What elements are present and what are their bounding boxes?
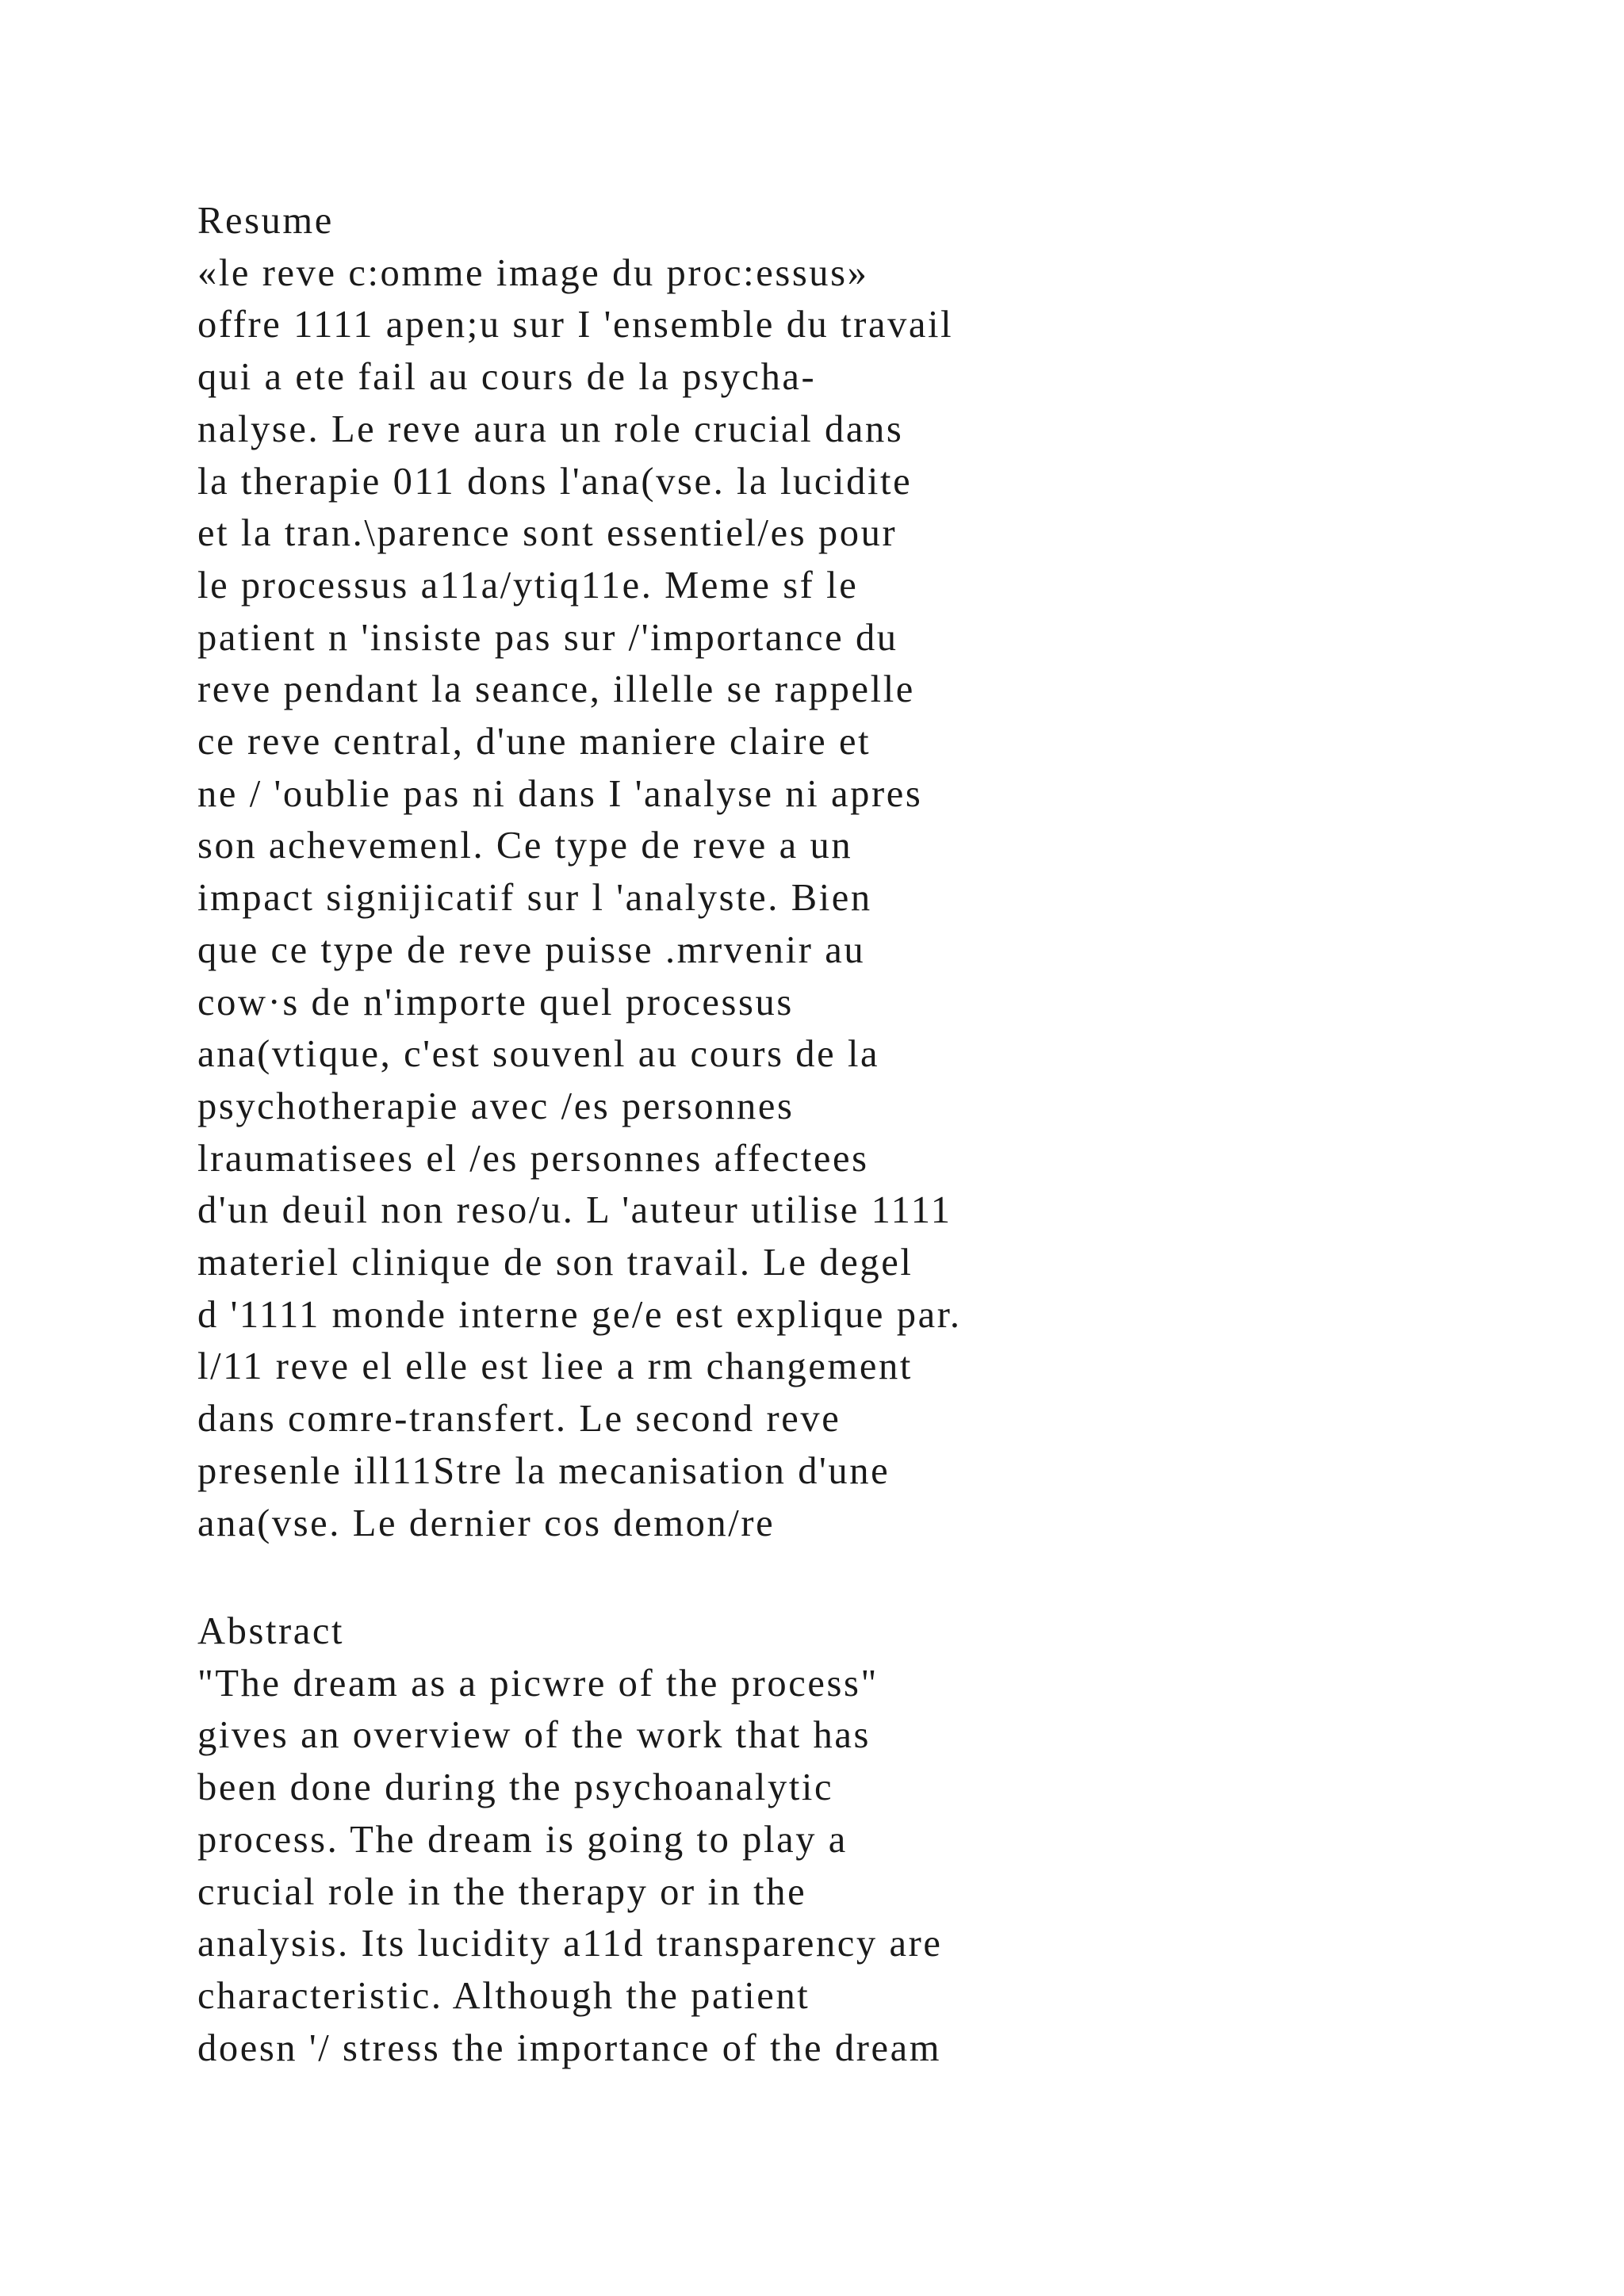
resume-line: son achevemenl. Ce type de reve a un <box>197 825 853 867</box>
resume-line: que ce type de reve puisse .mrvenir au <box>197 928 866 971</box>
resume-line: impact signijicatif sur l 'analyste. Bien <box>197 877 872 920</box>
resume-heading: Resume <box>197 200 334 242</box>
resume-line: presenle ill11Stre la mecanisation d'une <box>197 1449 891 1492</box>
resume-line: l/11 reve el elle est liee a rm changement <box>197 1345 913 1388</box>
resume-line: la therapie 011 dons l'ana(vse. la lucidite <box>197 460 913 503</box>
resume-line: le processus a11a/ytiq11e. Meme sf le <box>197 564 859 607</box>
abstract-line: crucial role in the therapy or in the <box>197 1870 807 1913</box>
resume-line: patient n 'insiste pas sur /'importance du <box>197 616 898 659</box>
resume-line: ana(vse. Le dernier cos demon/re <box>197 1502 776 1544</box>
abstract-line: characteristic. Although the patient <box>197 1974 810 2017</box>
resume-line: psychotherapie avec /es personnes <box>197 1085 795 1127</box>
resume-line: materiel clinique de son travail. Le degel <box>197 1242 914 1284</box>
resume-line: reve pendant la seance, illelle se rappelle <box>197 668 915 711</box>
abstract-line: process. The dream is going to play a <box>197 1818 848 1861</box>
abstract-heading: Abstract <box>197 1610 345 1652</box>
resume-line: ce reve central, d'une maniere claire et <box>197 721 871 763</box>
abstract-line: been done during the psychoanalytic <box>197 1766 834 1809</box>
resume-section <box>197 195 1387 1549</box>
resume-line: «le reve c:omme image du proc:essus» <box>197 251 869 294</box>
resume-line: d'un deuil non reso/u. L 'auteur utilise 1111 <box>197 1189 952 1232</box>
resume-line: dans comre-transfert. Le second reve <box>197 1398 841 1441</box>
abstract-line: analysis. Its lucidity a11d transparency are <box>197 1923 943 1965</box>
resume-line: ana(vtique, c'est souvenl au cours de la <box>197 1033 880 1076</box>
resume-line: d '1111 monde interne ge/e est explique par. <box>197 1293 962 1336</box>
resume-line: nalyse. Le reve aura un role crucial dans <box>197 408 904 450</box>
abstract-line: "The dream as a picwre of the process" <box>197 1662 879 1705</box>
resume-line: et la tran.\parence sont essentiel/es pour <box>197 512 898 555</box>
resume-line: ne / 'oublie pas ni dans I 'analyse ni apres <box>197 772 923 815</box>
resume-line: qui a ete fail au cours de la psycha- <box>197 356 817 399</box>
abstract-line: doesn '/ stress the importance of the dream <box>197 2026 942 2069</box>
resume-line: lraumatisees el /es personnes affectees <box>197 1137 869 1180</box>
resume-line: offre 1111 apen;u sur I 'ensemble du travail <box>197 304 954 346</box>
abstract-section <box>197 1605 1387 2074</box>
abstract-line: gives an overview of the work that has <box>197 1714 871 1757</box>
resume-line: cow·s de n'importe quel processus <box>197 981 794 1024</box>
